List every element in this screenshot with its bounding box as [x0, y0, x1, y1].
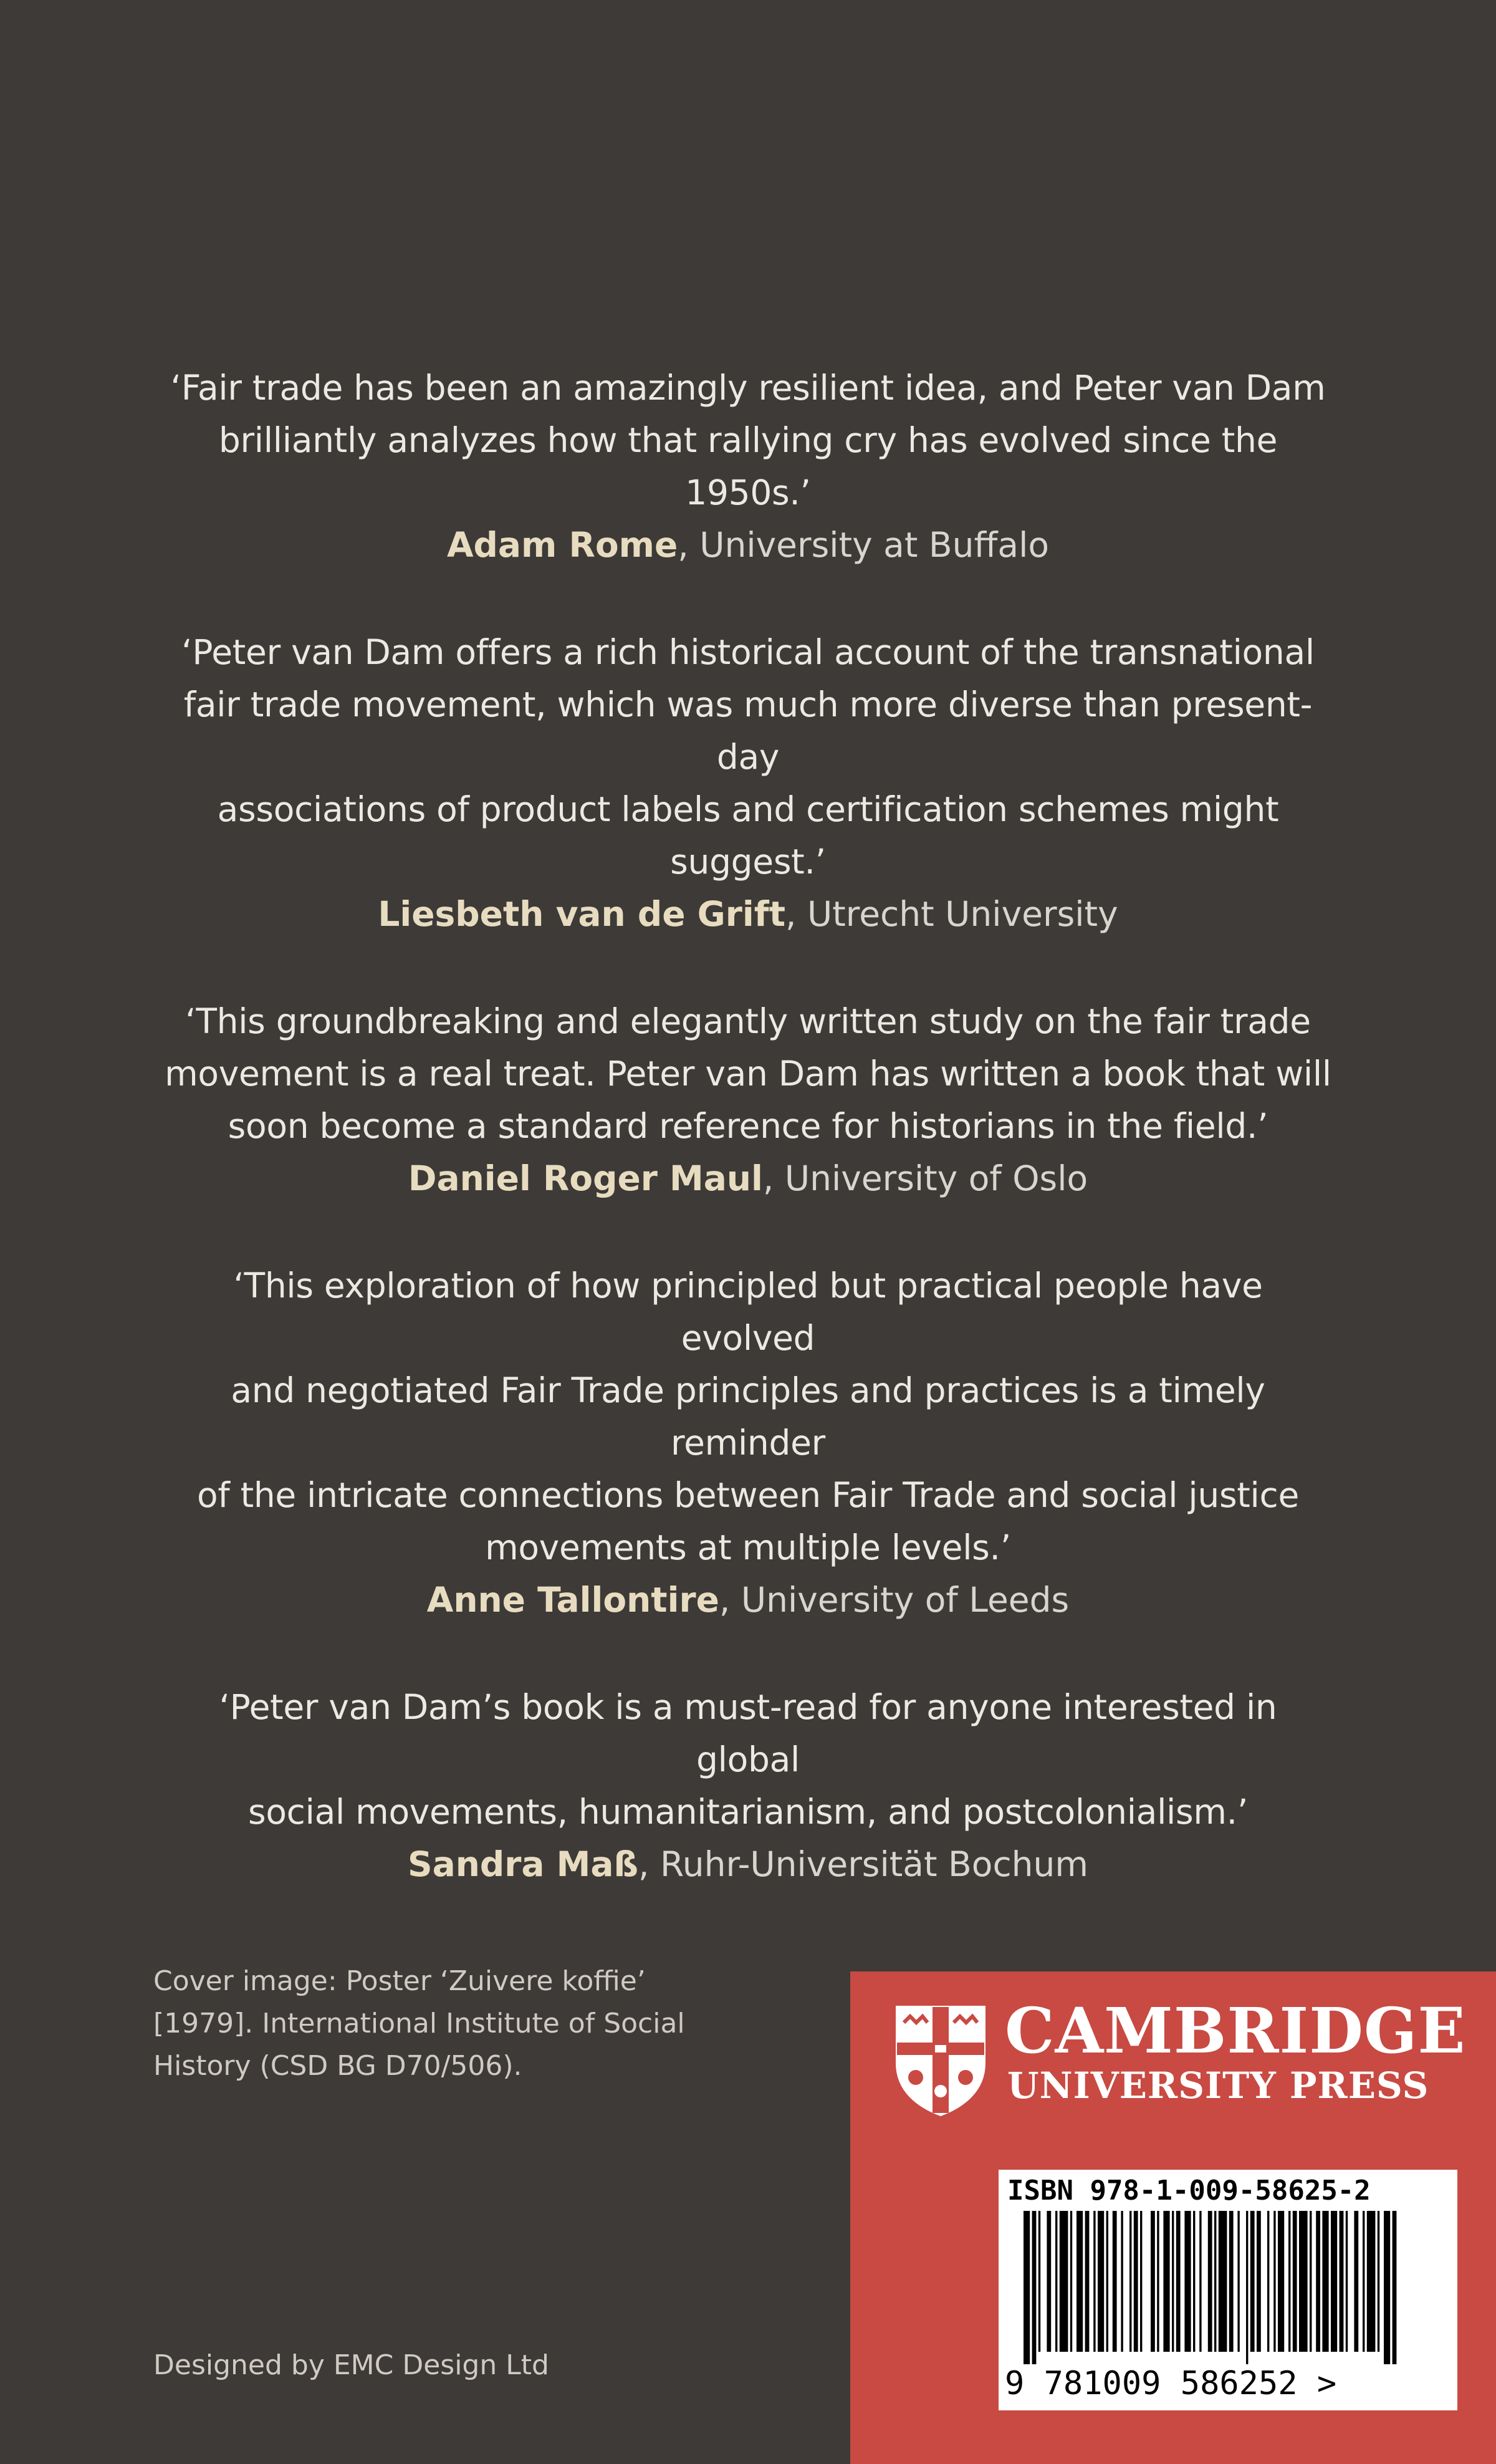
- barcode-stripe: [1273, 2211, 1275, 2352]
- barcode-stripe: [1214, 2211, 1216, 2352]
- barcode-stripe: [1354, 2211, 1358, 2352]
- barcode-stripe: [1257, 2211, 1261, 2352]
- barcode-stripe: [1172, 2211, 1174, 2352]
- endorser-name: Daniel Roger Maul: [408, 1158, 763, 1198]
- barcode-stripe: [1157, 2211, 1159, 2352]
- barcode-stripe: [1038, 2211, 1040, 2352]
- barcode-stripe: [1176, 2211, 1181, 2352]
- barcode-stripe: [1098, 2211, 1104, 2352]
- endorsement-quote: ‘This groundbreaking and elegantly written study on the fair trade movement is a real treat. Peter van Dam has written a book that will soon become a standard reference for historians in the field.’: [165, 1001, 1331, 1146]
- barcode-stripe: [1310, 2211, 1311, 2352]
- barcode-stripe: [1113, 2211, 1117, 2352]
- barcode-stripe: [1085, 2211, 1090, 2352]
- barcode-stripe: [1393, 2211, 1397, 2364]
- barcode-stripe: [1363, 2211, 1364, 2352]
- barcode-stripe: [1151, 2211, 1155, 2352]
- barcode-stripe: [1032, 2211, 1037, 2364]
- endorser-affiliation: , University of Leeds: [719, 1580, 1070, 1620]
- endorsement: [162, 626, 1334, 940]
- barcode-stripe: [1229, 2211, 1234, 2352]
- cambridge-crest-icon: [894, 2004, 987, 2116]
- barcode-stripe: [1299, 2211, 1308, 2352]
- endorsement: [162, 362, 1334, 571]
- barcode: [999, 2170, 1457, 2410]
- endorsement: [162, 1681, 1334, 1890]
- barcode-digits: 9 781009 586252 >: [1005, 2365, 1337, 2402]
- endorsement: [162, 1259, 1334, 1626]
- endorsement-attribution: [162, 888, 1334, 940]
- endorser-affiliation: , University at Buffalo: [678, 525, 1050, 565]
- barcode-stripe: [1121, 2211, 1123, 2352]
- barcode-stripe: [1163, 2211, 1169, 2352]
- endorser-name: Liesbeth van de Grift: [378, 894, 785, 934]
- endorsement-attribution: [162, 1574, 1334, 1626]
- barcode-stripe: [1208, 2211, 1212, 2352]
- endorsement-quote: ‘Peter van Dam offers a rich historical account of the transnational fair trade movement, which was much more diverse than present-day associations of product labels and certification schemes might suggest.’: [181, 632, 1315, 882]
- barcode-stripe: [1267, 2211, 1269, 2352]
- barcode-stripe: [1340, 2211, 1344, 2352]
- barcode-stripe: [1346, 2211, 1348, 2352]
- barcode-stripe: [1060, 2211, 1068, 2352]
- barcode-stripe: [1246, 2211, 1248, 2364]
- barcode-stripe: [1316, 2211, 1320, 2352]
- endorsement-attribution: [162, 1152, 1334, 1205]
- endorser-affiliation: , Utrecht University: [785, 894, 1118, 934]
- endorsement: [162, 995, 1334, 1205]
- barcode-stripe: [1331, 2211, 1337, 2352]
- endorser-name: Anne Tallontire: [426, 1580, 719, 1620]
- barcode-stripe: [1076, 2211, 1083, 2352]
- barcode-stripe: [1278, 2211, 1284, 2352]
- barcode-stripe: [1184, 2211, 1191, 2352]
- endorser-name: Adam Rome: [446, 525, 678, 565]
- barcode-stripe: [1378, 2211, 1379, 2352]
- endorsement-quote: ‘Fair trade has been an amazingly resilient idea, and Peter van Dam brilliantly analyzes how that rallying cry has evolved since the 1950s.’: [170, 368, 1326, 513]
- barcode-stripe: [1129, 2211, 1131, 2352]
- barcode-stripe: [1055, 2211, 1057, 2352]
- publisher-name: CAMBRIDGE: [1005, 1994, 1466, 2067]
- barcode-stripe: [1322, 2211, 1328, 2352]
- barcode-stripe: [1140, 2211, 1142, 2352]
- barcode-stripe: [1134, 2211, 1138, 2352]
- endorsement-quote: ‘This exploration of how principled but practical people have evolved and negotiated Fair Trade principles and practices is a timely reminder of the intricate connections between Fair Trade and social justice movements at multiple levels.’: [196, 1266, 1300, 1567]
- endorsement-attribution: [162, 1838, 1334, 1890]
- barcode-stripe: [1070, 2211, 1072, 2352]
- endorser-affiliation: , University of Oslo: [762, 1158, 1088, 1198]
- barcode-stripe: [1093, 2211, 1095, 2352]
- designer-credit: Designed by EMC Design Ltd: [153, 2349, 549, 2381]
- endorsement-attribution: [162, 519, 1334, 571]
- barcode-stripe: [1219, 2211, 1227, 2352]
- endorser-name: Sandra Maß: [408, 1844, 639, 1884]
- barcode-stripe: [1288, 2211, 1290, 2352]
- barcode-stripe: [1106, 2211, 1108, 2352]
- barcode-stripe: [1199, 2211, 1201, 2352]
- barcode-stripe: [1047, 2211, 1051, 2352]
- barcode-stripe: [1024, 2211, 1030, 2364]
- endorsement-quote: ‘Peter van Dam’s book is a must-read for anyone interested in global social movements, humanitarianism, and postcolonialism.’: [219, 1687, 1277, 1832]
- endorser-affiliation: , Ruhr-Universität Bochum: [638, 1844, 1088, 1884]
- publisher-panel: [850, 1971, 1496, 2464]
- barcode-stripe: [1237, 2211, 1239, 2352]
- barcode-stripe: [1293, 2211, 1297, 2352]
- barcode-stripe: [1384, 2211, 1390, 2364]
- barcode-stripe: [1367, 2211, 1376, 2352]
- endorsements: [162, 362, 1334, 1945]
- barcode-stripe: [1193, 2211, 1195, 2352]
- barcode-stripe: [1250, 2211, 1255, 2352]
- publisher-press: UNIVERSITY PRESS: [1007, 2064, 1429, 2107]
- isbn-label: ISBN 978-1-009-58625-2: [1007, 2175, 1371, 2207]
- cover-image-credit: Cover image: Poster ‘Zuivere koffie’ [1979]. International Institute of Social History (CSD BG D70/506).: [153, 1965, 685, 2082]
- barcode-bars: [1024, 2211, 1398, 2364]
